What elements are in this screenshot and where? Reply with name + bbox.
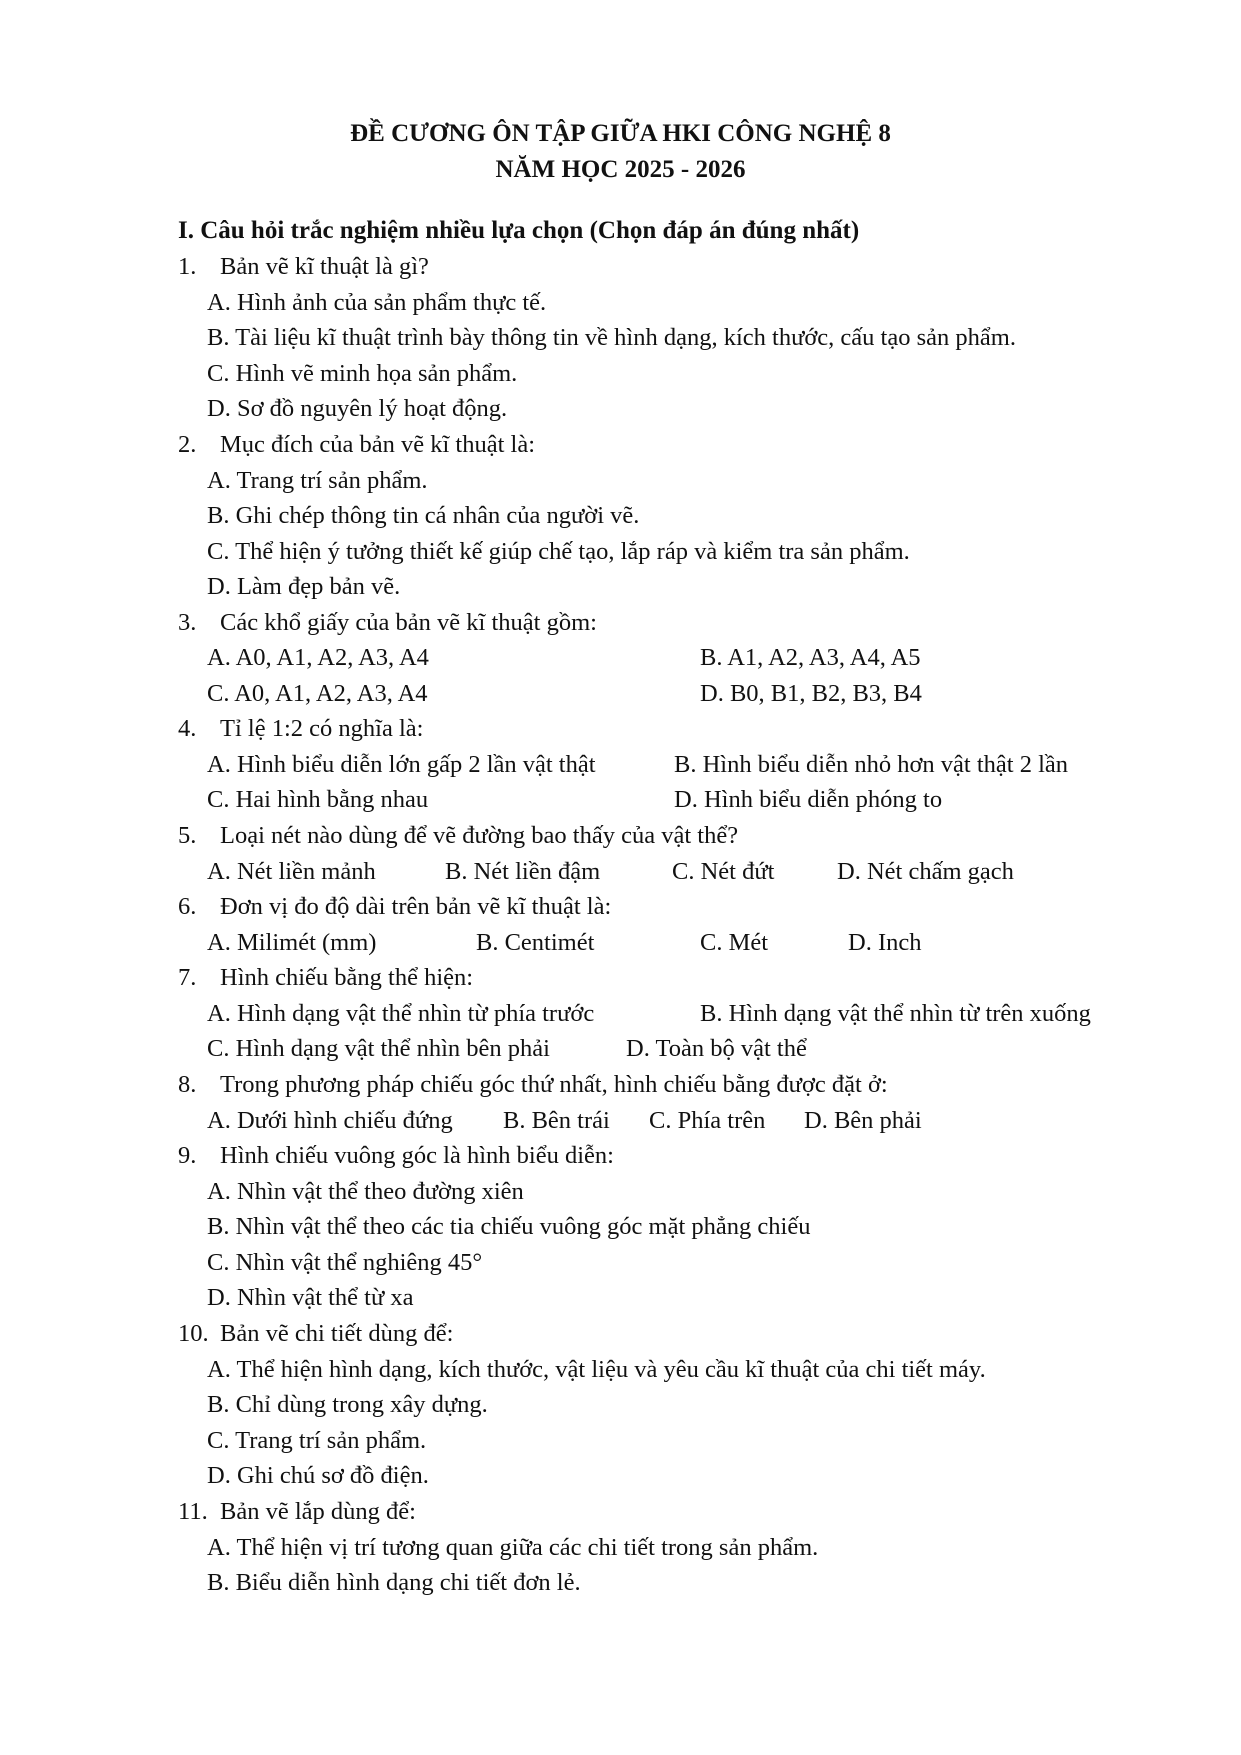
- question-number: 9.: [178, 1142, 197, 1169]
- answer-option: C. Hình dạng vật thể nhìn bên phải: [207, 1035, 550, 1062]
- answer-option: B. Tài liệu kĩ thuật trình bày thông tin về hình dạng, kích thước, cấu tạo sản phẩm.: [207, 324, 1016, 351]
- question-number: 2.: [178, 431, 197, 458]
- answer-option: B. Hình biểu diễn nhỏ hơn vật thật 2 lần: [674, 751, 1069, 778]
- question-number: 1.: [178, 253, 197, 280]
- question: [178, 252, 429, 282]
- answer-option: A. Milimét (mm): [207, 929, 377, 956]
- answer-option: D. Nét chấm gạch: [837, 858, 1014, 885]
- question-number: 3.: [178, 609, 197, 636]
- answer-option: B. Nhìn vật thể theo các tia chiếu vuông góc mặt phẳng chiếu: [207, 1213, 811, 1240]
- answer-option: C. Phía trên: [649, 1107, 766, 1134]
- question: [178, 608, 597, 638]
- answer-option: A. Hình ảnh của sản phẩm thực tế.: [207, 289, 547, 316]
- answer-option: A. Thể hiện hình dạng, kích thước, vật liệu và yêu cầu kĩ thuật của chi tiết máy.: [207, 1356, 986, 1383]
- question-text: Hình chiếu vuông góc là hình biểu diễn:: [220, 1142, 614, 1169]
- answer-option: D. Ghi chú sơ đồ điện.: [207, 1462, 429, 1489]
- answer-option: C. Mét: [700, 929, 769, 956]
- question-text: Mục đích của bản vẽ kĩ thuật là:: [220, 431, 535, 458]
- answer-option: B. A1, A2, A3, A4, A5: [700, 644, 921, 671]
- answer-option: B. Chỉ dùng trong xây dựng.: [207, 1391, 488, 1418]
- question-text: Đơn vị đo độ dài trên bản vẽ kĩ thuật là:: [220, 893, 612, 920]
- question-number: 11.: [178, 1498, 208, 1525]
- answer-option: D. Nhìn vật thể từ xa: [207, 1284, 414, 1311]
- answer-option: C. Hai hình bằng nhau: [207, 786, 429, 813]
- answer-option: A. Hình dạng vật thể nhìn từ phía trước: [207, 1000, 595, 1027]
- answer-option: A. A0, A1, A2, A3, A4: [207, 644, 429, 671]
- answer-option: A. Nhìn vật thể theo đường xiên: [207, 1178, 524, 1205]
- question: [178, 963, 473, 993]
- question-text: Loại nét nào dùng để vẽ đường bao thấy của vật thể?: [220, 822, 739, 849]
- answer-option: D. Hình biểu diễn phóng to: [674, 786, 943, 813]
- question: [178, 714, 423, 744]
- answer-option: B. Biểu diễn hình dạng chi tiết đơn lẻ.: [207, 1569, 581, 1596]
- question: [178, 1319, 453, 1349]
- answer-option: A. Hình biểu diễn lớn gấp 2 lần vật thật: [207, 751, 596, 778]
- answer-option: B. Nét liền đậm: [445, 858, 601, 885]
- answer-option: D. B0, B1, B2, B3, B4: [700, 680, 922, 707]
- section-heading: I. Câu hỏi trắc nghiệm nhiều lựa chọn (Chọn đáp án đúng nhất): [178, 217, 860, 244]
- question-number: 7.: [178, 964, 197, 991]
- answer-option: C. Trang trí sản phẩm.: [207, 1427, 427, 1454]
- answer-option: D. Inch: [848, 929, 922, 956]
- question-number: 6.: [178, 893, 197, 920]
- answer-option: D. Toàn bộ vật thể: [626, 1035, 807, 1062]
- answer-option: D. Bên phải: [804, 1107, 922, 1134]
- answer-option: C. A0, A1, A2, A3, A4: [207, 680, 428, 707]
- answer-option: C. Thể hiện ý tưởng thiết kế giúp chế tạo, lắp ráp và kiểm tra sản phẩm.: [207, 538, 910, 565]
- answer-option: A. Nét liền mảnh: [207, 858, 376, 885]
- question-number: 10.: [178, 1320, 209, 1347]
- question: [178, 821, 738, 851]
- school-year: NĂM HỌC 2025 - 2026: [495, 156, 746, 183]
- answer-option: C. Nhìn vật thể nghiêng 45°: [207, 1249, 483, 1276]
- answer-option: B. Centimét: [476, 929, 595, 956]
- question-text: Các khổ giấy của bản vẽ kĩ thuật gồm:: [220, 609, 597, 636]
- question: [178, 892, 611, 922]
- question: [178, 1070, 888, 1100]
- question: [178, 1497, 416, 1527]
- document-title: ĐỀ CƯƠNG ÔN TẬP GIỮA HKI CÔNG NGHỆ 8: [350, 120, 891, 147]
- question-text: Hình chiếu bằng thể hiện:: [220, 964, 474, 991]
- question-number: 4.: [178, 715, 197, 742]
- question-text: Trong phương pháp chiếu góc thứ nhất, hình chiếu bằng được đặt ở:: [220, 1071, 888, 1098]
- question-text: Bản vẽ kĩ thuật là gì?: [220, 253, 429, 280]
- answer-option: A. Dưới hình chiếu đứng: [207, 1107, 453, 1134]
- answer-option: D. Sơ đồ nguyên lý hoạt động.: [207, 395, 508, 422]
- question: [178, 1141, 614, 1171]
- question-text: Bản vẽ lắp dùng để:: [220, 1498, 416, 1525]
- question-number: 5.: [178, 822, 197, 849]
- answer-option: C. Hình vẽ minh họa sản phẩm.: [207, 360, 518, 387]
- answer-option: B. Bên trái: [503, 1107, 610, 1134]
- answer-option: C. Nét đứt: [672, 858, 775, 885]
- question-text: Tỉ lệ 1:2 có nghĩa là:: [220, 715, 424, 742]
- answer-option: D. Làm đẹp bản vẽ.: [207, 573, 401, 600]
- answer-option: A. Thể hiện vị trí tương quan giữa các chi tiết trong sản phẩm.: [207, 1534, 819, 1561]
- question-number: 8.: [178, 1071, 197, 1098]
- answer-option: B. Ghi chép thông tin cá nhân của người vẽ.: [207, 502, 640, 529]
- answer-option: A. Trang trí sản phẩm.: [207, 467, 428, 494]
- question: [178, 430, 535, 460]
- answer-option: B. Hình dạng vật thể nhìn từ trên xuống: [700, 1000, 1091, 1027]
- question-text: Bản vẽ chi tiết dùng để:: [220, 1320, 454, 1347]
